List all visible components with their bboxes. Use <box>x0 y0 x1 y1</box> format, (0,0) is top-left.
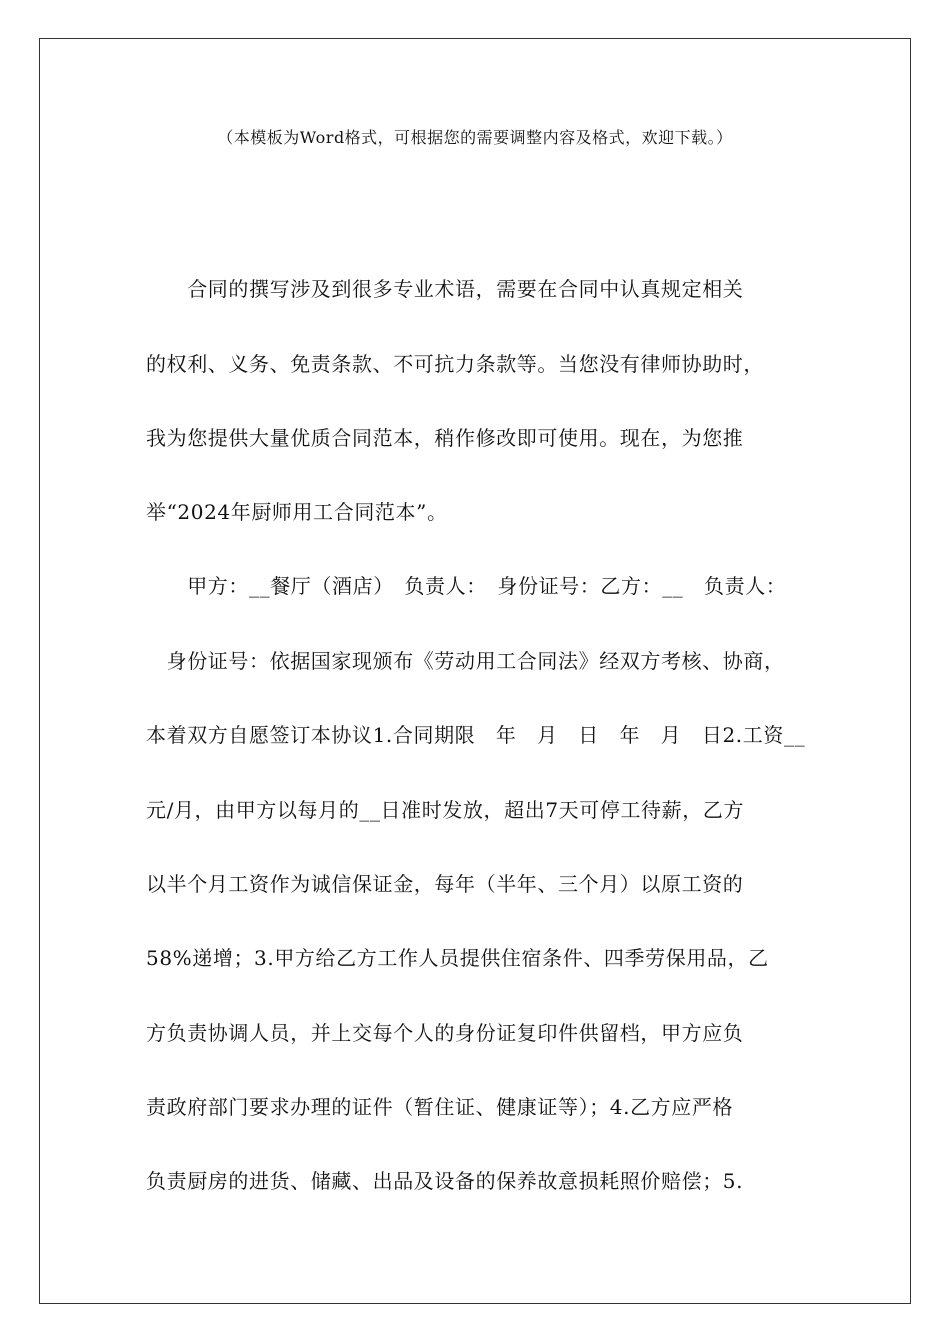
paragraph-line-8: 元/月，由甲方以每月的__日准时发放，超出7天可停工待薪，乙方 <box>146 798 745 822</box>
paragraph-line-6: 身份证号：依据国家现颁布《劳动用工合同法》经双方考核、协商， <box>146 649 785 673</box>
paragraph-line-2: 的权利、义务、免责条款、不可抗力条款等。当您没有律师协助时， <box>146 352 764 376</box>
paragraph-line-5: 甲方：__餐厅（酒店） 负责人： 身份证号：乙方：__ 负责人： <box>146 574 787 598</box>
paragraph-line-4: 举“2024年厨师用工合同范本”。 <box>146 500 448 524</box>
template-note: （本模板为Word格式，可根据您的需要调整内容及格式，欢迎下载。） <box>217 128 733 147</box>
paragraph-line-12: 责政府部门要求办理的证件（暂住证、健康证等）；4.乙方应严格 <box>146 1095 734 1119</box>
paragraph-line-7: 本着双方自愿签订本协议1.合同期限 年 月 日 年 月 日2.工资__ <box>146 723 806 747</box>
paragraph-line-3: 我为您提供大量优质合同范本，稍作修改即可使用。现在，为您推 <box>146 426 744 450</box>
paragraph-line-1: 合同的撰写涉及到很多专业术语，需要在合同中认真规定相关 <box>146 277 744 301</box>
paragraph-line-10: 58%递增；3.甲方给乙方工作人员提供住宿条件、四季劳保用品，乙 <box>146 946 769 970</box>
paragraph-line-9: 以半个月工资作为诚信保证金，每年（半年、三个月）以原工资的 <box>146 872 744 896</box>
paragraph-line-11: 方负责协调人员，并上交每个人的身份证复印件供留档，甲方应负 <box>146 1021 744 1045</box>
paragraph-line-13: 负责厨房的进货、储藏、出品及设备的保养故意损耗照价赔偿；5. <box>146 1169 744 1193</box>
